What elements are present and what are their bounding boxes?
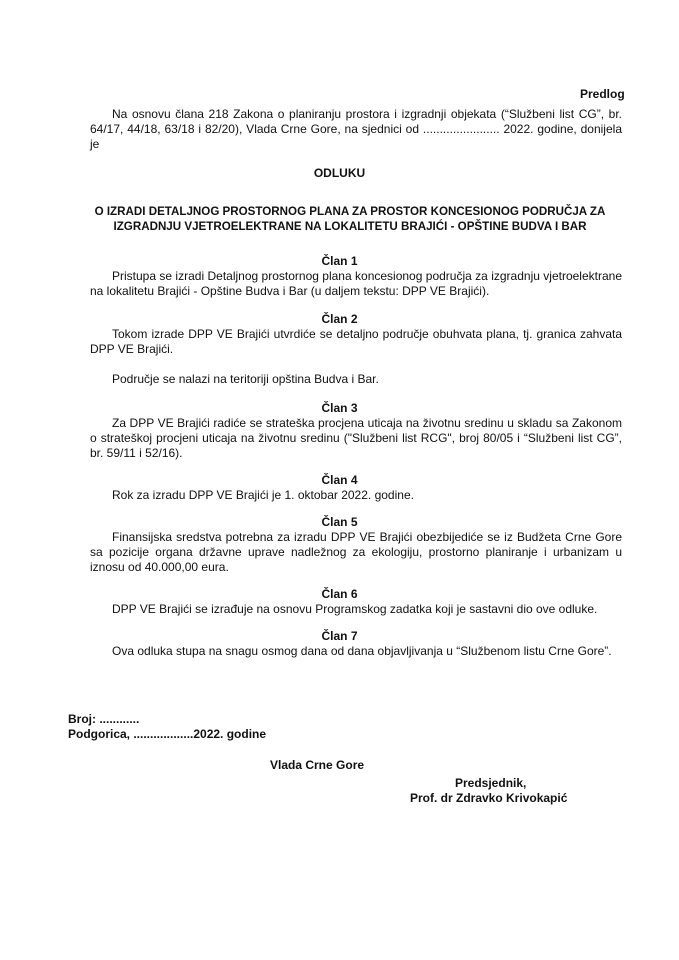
article-6-heading: Član 6	[321, 587, 358, 601]
document-type: ODLUKU	[313, 166, 366, 180]
article-4-heading: Član 4	[321, 473, 358, 487]
article-7-text: Ova odluka stupa na snagu osmog dana od dana objavljivanja u “Službenom listu Crne Gore”.	[112, 644, 612, 658]
article-7-heading: Član 7	[321, 629, 358, 643]
intro-paragraph: Na osnovu člana 218 Zakona o planiranju prostora i izgradnji objekata (“Službeni list CG”, br. 64/17, 44/18, 63/18 i 82/20), Vlada Crne Gore, na sjednici od ....................... 2022. godine, donijela je	[90, 107, 622, 151]
document-title	[60, 204, 640, 234]
article-6-text: DPP VE Brajići se izrađuje na osnovu Programskog zadatka koji je sastavni dio ove odluke.	[112, 602, 598, 616]
place-and-date: Podgorica, ..................2022. godine	[68, 727, 267, 741]
article-1-text: Pristupa se izradi Detaljnog prostornog plana koncesionog područja za izgradnju vjetroelektrane na lokalitetu Brajići - Opštine Budva i Bar (u daljem tekstu: DPP VE Brajići).	[90, 269, 622, 298]
signatory-role: Predsjednik,	[455, 776, 527, 790]
document-title-line-2: IZGRADNJU VJETROELEKTRANE NA LOKALITETU BRAJIĆI - OPŠTINE BUDVA I BAR	[113, 220, 587, 233]
article-1-heading: Član 1	[321, 254, 358, 268]
document-number: Broj: ............	[68, 712, 140, 726]
predlog-label: Predlog	[580, 87, 625, 101]
article-2-heading: Član 2	[321, 312, 358, 326]
document-title-line-1: O IZRADI DETALJNOG PROSTORNOG PLANA ZA PROSTOR KONCESIONOG PODRUČJA ZA	[94, 205, 606, 218]
article-2-text-1: Tokom izrade DPP VE Brajići utvrdiće se detaljno područje obuhvata plana, tj. granica zahvata DPP VE Brajići.	[90, 327, 622, 356]
article-5-text: Finansijska sredstva potrebna za izradu DPP VE Brajići obezbijediće se iz Budžeta Crne Gore sa pozicije organa državne uprave nadležnog za ekologiju, prostorno planiranje i urbanizam u iznosu od 40.000,00 eura.	[90, 530, 622, 574]
article-3-text: Za DPP VE Brajići radiće se strateška procjena uticaja na životnu sredinu u skladu sa Zakonom o strateškoj procjeni uticaja na životnu sredinu ("Službeni list RCG", broj 80/05 i “Službeni list CG”, br. 59/11 i 52/16).	[90, 416, 622, 460]
article-4-text: Rok za izradu DPP VE Brajići je 1. oktobar 2022. godine.	[112, 488, 414, 502]
signatory-name: Prof. dr Zdravko Krivokapić	[410, 791, 568, 805]
article-3-heading: Član 3	[321, 401, 358, 415]
article-5-heading: Član 5	[321, 515, 358, 529]
government-name: Vlada Crne Gore	[270, 758, 365, 772]
article-2-text-2: Područje se nalazi na teritoriji opština Budva i Bar.	[112, 372, 379, 386]
